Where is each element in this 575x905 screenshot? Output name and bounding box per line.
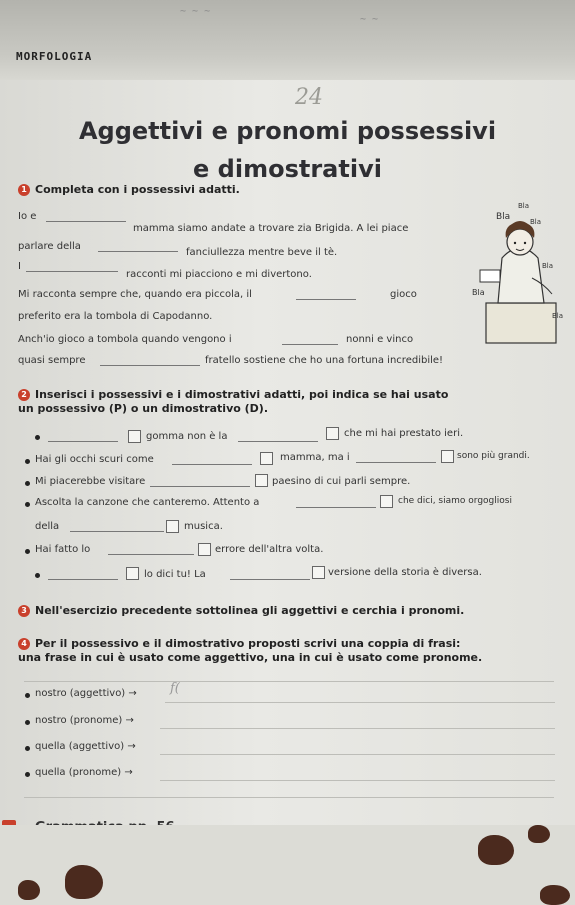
blank-field[interactable]: [100, 355, 200, 366]
text-line: Ascolta la canzone che canteremo. Attento a: [35, 497, 260, 508]
bullet: [35, 435, 40, 440]
text-line: gomma non è la: [146, 431, 228, 442]
text-line: paesino di cui parli sempre.: [272, 476, 411, 487]
page-title-line-2: e dimostrativi: [193, 155, 382, 183]
text-line: racconti mi piacciono e mi divertono.: [126, 269, 312, 280]
answer-checkbox[interactable]: [312, 566, 325, 579]
blank-field[interactable]: [108, 544, 194, 555]
decorative-top-band: ~ ~ ~ ~ ~: [0, 0, 575, 80]
text-line: fratello sostiene che ho una fortuna incredibile!: [205, 355, 444, 366]
speech-bla: Bla: [542, 262, 554, 270]
text-line: quasi sempre: [18, 355, 86, 366]
writing-line[interactable]: [160, 754, 555, 755]
text-line: Io e: [18, 211, 37, 222]
bullet: [25, 772, 30, 777]
ex4-item: nostro (aggettivo) →: [35, 688, 137, 699]
speech-bla: Bla: [530, 218, 542, 226]
decorative-bottom-band: [0, 825, 575, 905]
exercise-1-heading: [18, 183, 240, 197]
handwritten-answer: f(: [170, 681, 180, 696]
text-line: errore dell'altra volta.: [215, 544, 324, 555]
blank-field[interactable]: [296, 497, 376, 508]
bullet: [25, 459, 30, 464]
exercise-number-badge: 2: [18, 389, 30, 401]
text-line: sono più grandi.: [457, 451, 530, 461]
exercise-3-heading: [18, 604, 464, 618]
writing-line[interactable]: [160, 728, 555, 729]
blank-field[interactable]: [238, 431, 318, 442]
text-line: I: [18, 261, 21, 272]
answer-checkbox[interactable]: [166, 520, 179, 533]
ex4-item: nostro (pronome) →: [35, 715, 134, 726]
blank-field[interactable]: [26, 261, 118, 272]
exercise-3-instruction: Nell'esercizio precedente sottolinea gli aggettivi e cerchia i pronomi.: [35, 604, 465, 617]
answer-checkbox[interactable]: [255, 474, 268, 487]
answer-checkbox[interactable]: [128, 430, 141, 443]
blank-field[interactable]: [296, 289, 356, 300]
exercise-number-badge: 4: [18, 638, 30, 650]
text-line: mamma, ma i: [280, 452, 350, 463]
text-line: della: [35, 521, 60, 532]
speech-bla: Bla: [552, 312, 564, 320]
cow-spot: [540, 885, 570, 905]
speech-bla: Bla: [496, 212, 511, 222]
text-line: nonni e vinco: [346, 334, 414, 345]
exercise-1-instruction: Completa con i possessivi adatti.: [35, 183, 240, 196]
blank-field[interactable]: [282, 334, 338, 345]
blank-field[interactable]: [48, 431, 118, 442]
exercise-2-heading: [18, 388, 448, 416]
blank-field[interactable]: [48, 569, 118, 580]
blank-field[interactable]: [150, 476, 250, 487]
text-line: Mi racconta sempre che, quando era piccola, il: [18, 289, 252, 300]
blank-field[interactable]: [70, 521, 164, 532]
text-line: versione della storia è diversa.: [328, 567, 482, 578]
blank-field[interactable]: [230, 569, 310, 580]
speech-bla: Bla: [472, 288, 485, 297]
blank-field[interactable]: [356, 452, 436, 463]
exercise-number-badge: 1: [18, 184, 30, 196]
exercise-number-badge: 3: [18, 605, 30, 617]
page-number: 24: [295, 85, 323, 110]
blank-field[interactable]: [46, 211, 126, 222]
text-line: gioco: [390, 289, 417, 300]
answer-checkbox[interactable]: [126, 567, 139, 580]
bullet: [25, 693, 30, 698]
writing-line: [24, 681, 554, 682]
text-line: Hai gli occhi scuri come: [35, 454, 154, 465]
speech-bla: Bla: [518, 202, 530, 210]
cow-spot: [65, 865, 103, 899]
text-line: mamma siamo andate a trovare zia Brigida. A lei piace: [133, 223, 409, 234]
writing-line[interactable]: [165, 702, 555, 703]
answer-checkbox[interactable]: [198, 543, 211, 556]
text-line: Hai fatto lo: [35, 544, 91, 555]
exercise-4-instruction-line-1: Per il possessivo e il dimostrativo proposti scrivi una coppia di frasi:: [35, 637, 461, 650]
blank-field[interactable]: [98, 241, 178, 252]
bullet: [25, 746, 30, 751]
text-line: musica.: [184, 521, 223, 532]
exercise-4-instruction-line-2: una frase in cui è usato come aggettivo, una in cui è usato come pronome.: [18, 651, 483, 664]
answer-checkbox[interactable]: [326, 427, 339, 440]
answer-checkbox[interactable]: [441, 450, 454, 463]
text-line: fanciullezza mentre beve il tè.: [186, 247, 338, 258]
bullet: [35, 573, 40, 578]
bullet: [25, 549, 30, 554]
exercise-2-instruction-line-2: un possessivo (P) o un dimostrativo (D).: [18, 402, 268, 415]
writing-line: [24, 797, 554, 798]
section-label: MORFOLOGIA: [16, 50, 93, 63]
cow-spot: [18, 880, 40, 900]
text-line: che mi hai prestato ieri.: [344, 428, 464, 439]
text-line: preferito era la tombola di Capodanno.: [18, 311, 213, 322]
text-line: che dici, siamo orgogliosi: [398, 496, 512, 506]
bullet: [25, 720, 30, 725]
cow-spot: [528, 825, 550, 843]
answer-checkbox[interactable]: [380, 495, 393, 508]
blank-field[interactable]: [172, 454, 252, 465]
exercise-2-instruction-line-1: Inserisci i possessivi e i dimostrativi adatti, poi indica se hai usato: [35, 388, 449, 401]
page-title-line-1: Aggettivi e pronomi possessivi: [78, 117, 497, 145]
cow-spot: [478, 835, 514, 865]
bullet: [25, 481, 30, 486]
text-line: lo dici tu! La: [144, 569, 206, 580]
ex4-item: quella (pronome) →: [35, 767, 133, 778]
ex4-item: quella (aggettivo) →: [35, 741, 136, 752]
text-line: Mi piacerebbe visitare: [35, 476, 146, 487]
writing-line[interactable]: [160, 780, 555, 781]
exercise-4-heading: [18, 637, 482, 665]
grandmother-drawing: [472, 198, 570, 348]
text-line: Anch'io gioco a tombola quando vengono i: [18, 334, 232, 345]
answer-checkbox[interactable]: [260, 452, 273, 465]
grandmother-illustration: [472, 198, 570, 348]
text-line: parlare della: [18, 241, 81, 252]
bullet: [25, 502, 30, 507]
